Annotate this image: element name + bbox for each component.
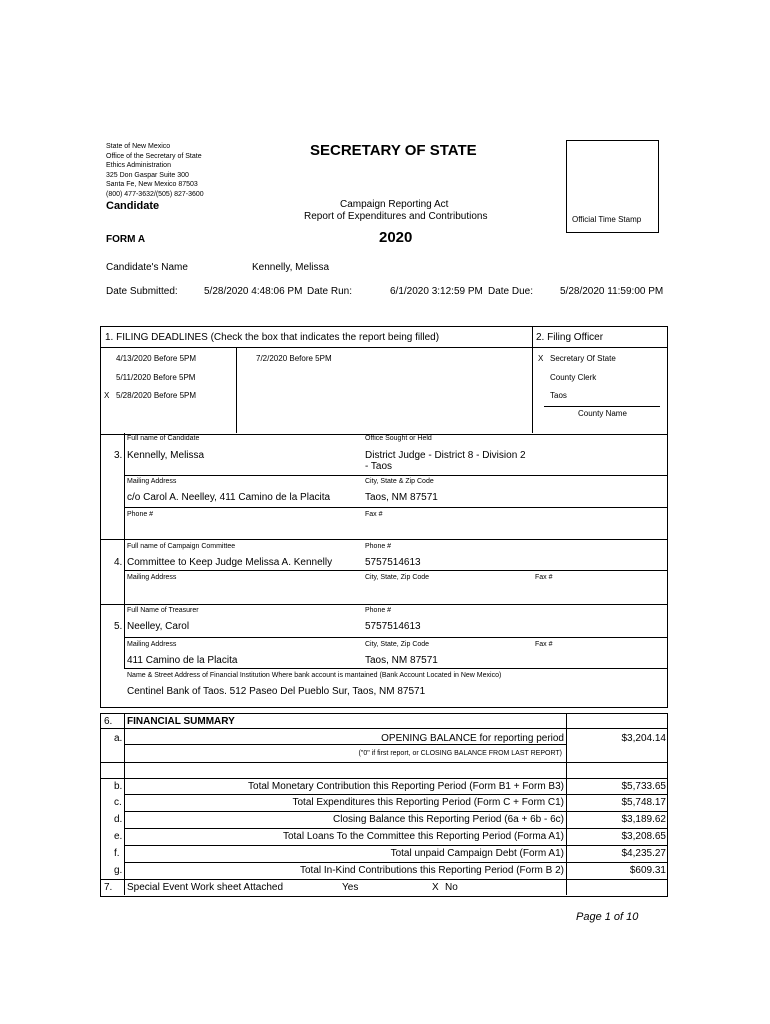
agency-line: State of New Mexico [106,143,171,150]
divider [124,475,667,476]
divider [124,433,125,668]
treasurer-fax-label: Fax # [535,641,553,648]
section-number: 6. [104,716,113,727]
divider [124,637,667,638]
date-due-value: 5/28/2020 11:59:00 PM [560,286,664,297]
candidate-mailing-label: Mailing Address [127,478,177,485]
candidate-name-value: Kennelly, Melissa [252,262,330,273]
summary-row-text: Total Loans To the Committee this Reporting Period (Forma A1) [282,831,564,842]
agency-block [106,142,204,199]
treasurer-name-label: Full Name of Treasurer [127,607,199,614]
act-title: Campaign Reporting Act [340,199,449,210]
divider [124,570,667,571]
report-year: 2020 [379,229,413,246]
special-event-no-mark[interactable]: X [432,882,439,893]
treasurer-city-label: City, State, Zip Code [365,641,430,648]
divider [124,507,667,508]
date-run-label: Date Run: [307,286,353,297]
committee-phone-value: 5757514613 [365,557,421,568]
divider [100,762,667,763]
deadline-option-2[interactable]: 7/2/2020 Before 5PM [256,354,332,363]
summary-row-label: e. [114,831,123,842]
summary-row-value: $4,235.27 [621,848,666,859]
divider [100,539,667,540]
page-number: Page 1 of 10 [576,911,639,923]
special-event-yes[interactable]: Yes [342,882,359,893]
agency-line: Office of the Secretary of State [106,152,202,160]
officer-county-value: Taos [550,391,567,400]
divider [532,347,533,433]
divider [124,744,567,745]
treasurer-city-value: Taos, NM 87571 [365,655,438,666]
office-sought-label: Office Sought or Held [365,435,432,442]
date-submitted-value: 5/28/2020 4:48:06 PM [204,286,303,297]
agency-line: (800) 477-3632/(505) 827-3600 [106,190,204,198]
divider [532,326,533,347]
officer-county-clerk[interactable]: County Clerk [550,373,597,382]
opening-balance-text: OPENING BALANCE for reporting period [381,733,564,744]
committee-name-value: Committee to Keep Judge Melissa A. Kennelly [127,557,333,568]
summary-row-text: Closing Balance this Reporting Period (6a + 6b - 6c) [333,814,564,825]
candidate-fullname-value: Kennelly, Melissa [127,450,205,461]
divider [566,713,567,895]
divider [124,811,667,812]
summary-row-label: g. [114,865,123,876]
summary-row-value: $3,189.62 [621,814,666,825]
opening-balance-note: ("0" if first report, or CLOSING BALANCE FROM LAST REPORT) [358,750,562,757]
candidate-label: Candidate [106,200,160,212]
section-number: 4. [114,557,123,568]
treasurer-phone-value: 5757514613 [365,621,421,632]
divider [100,604,667,605]
candidate-city-label: City, State & Zip Code [365,478,434,485]
special-event-text: Special Event Work sheet Attached [127,882,284,893]
summary-row-text: Total Expenditures this Reporting Period (Form C + Form C1) [292,797,564,808]
deadline-check-mark[interactable]: X [104,391,110,400]
divider [124,828,667,829]
special-event-no[interactable]: No [445,882,458,893]
treasurer-mailing-label: Mailing Address [127,641,177,648]
date-due-label: Date Due: [488,286,534,297]
date-submitted-label: Date Submitted: [106,286,178,297]
form-label: FORM A [106,234,146,245]
committee-mailing-label: Mailing Address [127,574,177,581]
filing-officer-heading: 2. Filing Officer [536,332,604,343]
date-run-value: 6/1/2020 3:12:59 PM [390,286,483,297]
time-stamp-box [566,140,659,233]
summary-row-label: b. [114,781,123,792]
candidate-fullname-label: Full name of Candidate [127,435,200,442]
treasurer-name-value: Neelley, Carol [127,621,190,632]
summary-row-value: $3,208.65 [621,831,666,842]
committee-city-label: City, State, Zip Code [365,574,430,581]
office-sought-value: District Judge - District 8 - Division 2 [365,450,526,461]
candidate-city-value: Taos, NM 87571 [365,492,438,503]
treasurer-mailing-value: 411 Camino de la Placita [127,655,238,666]
officer-sos[interactable]: Secretary Of State [550,354,616,363]
candidate-phone-label: Phone # [127,511,154,518]
summary-row-value: $5,733.65 [621,781,666,792]
form-title: SECRETARY OF STATE [310,142,477,159]
summary-row-value: $5,748.17 [621,797,666,808]
deadline-option-1[interactable]: 4/13/2020 Before 5PM [116,354,197,363]
candidate-fax-label: Fax # [365,511,383,518]
summary-row-text: Total In-Kind Contributions this Reporting Period (Form B 2) [299,865,564,876]
county-underline [544,406,660,407]
section-number: 3. [114,450,123,461]
committee-name-label: Full name of Campaign Committee [127,543,236,550]
county-name-label: County Name [578,409,627,418]
treasurer-phone-label: Phone # [365,607,392,614]
deadlines-heading: 1. FILING DEADLINES (Check the box that indicates the report being filled) [105,332,440,343]
candidate-mailing-value: c/o Carol A. Neelley, 411 Camino de la Placita [127,492,331,503]
summary-row-label: c. [114,797,122,808]
opening-balance-value: $3,204.14 [621,733,666,744]
divider [124,794,667,795]
bank-value: Centinel Bank of Taos. 512 Paseo Del Pueblo Sur, Taos, NM 87571 [127,686,426,697]
divider [100,879,667,880]
summary-heading: FINANCIAL SUMMARY [127,716,235,727]
section-number: 7. [104,882,113,893]
divider [124,862,667,863]
divider [100,778,667,779]
summary-row-label: f. [114,848,120,859]
divider [100,728,667,729]
agency-line: Santa Fe, New Mexico 87503 [106,181,198,188]
summary-row-label: a. [114,733,123,744]
office-sought-value-2: - Taos [365,461,393,472]
divider [124,668,667,669]
deadline-option-4[interactable]: 5/28/2020 Before 5PM [116,391,197,400]
report-title: Report of Expenditures and Contributions [304,211,488,222]
agency-line: Ethics Administration [106,162,171,169]
time-stamp-label: Official Time Stamp [572,215,642,224]
deadline-option-3[interactable]: 5/11/2020 Before 5PM [116,373,196,382]
committee-phone-label: Phone # [365,543,392,550]
divider [124,713,125,895]
bank-label: Name & Street Address of Financial Institution Where bank account is mantained (Bank Account Located in New Mexico) [127,672,502,679]
divider [124,845,667,846]
summary-row-label: d. [114,814,123,825]
summary-row-text: Total Monetary Contribution this Reporting Period (Form B1 + Form B3) [248,781,564,792]
committee-fax-label: Fax # [535,574,553,581]
section-number: 5. [114,621,123,632]
candidate-name-label: Candidate's Name [106,262,188,273]
divider [100,347,667,348]
summary-row-text: Total unpaid Campaign Debt (Form A1) [390,848,564,859]
officer-check-mark[interactable]: X [538,354,544,363]
summary-row-value: $609.31 [629,865,666,876]
agency-line: 325 Don Gaspar Suite 300 [106,171,189,179]
divider [236,347,237,433]
